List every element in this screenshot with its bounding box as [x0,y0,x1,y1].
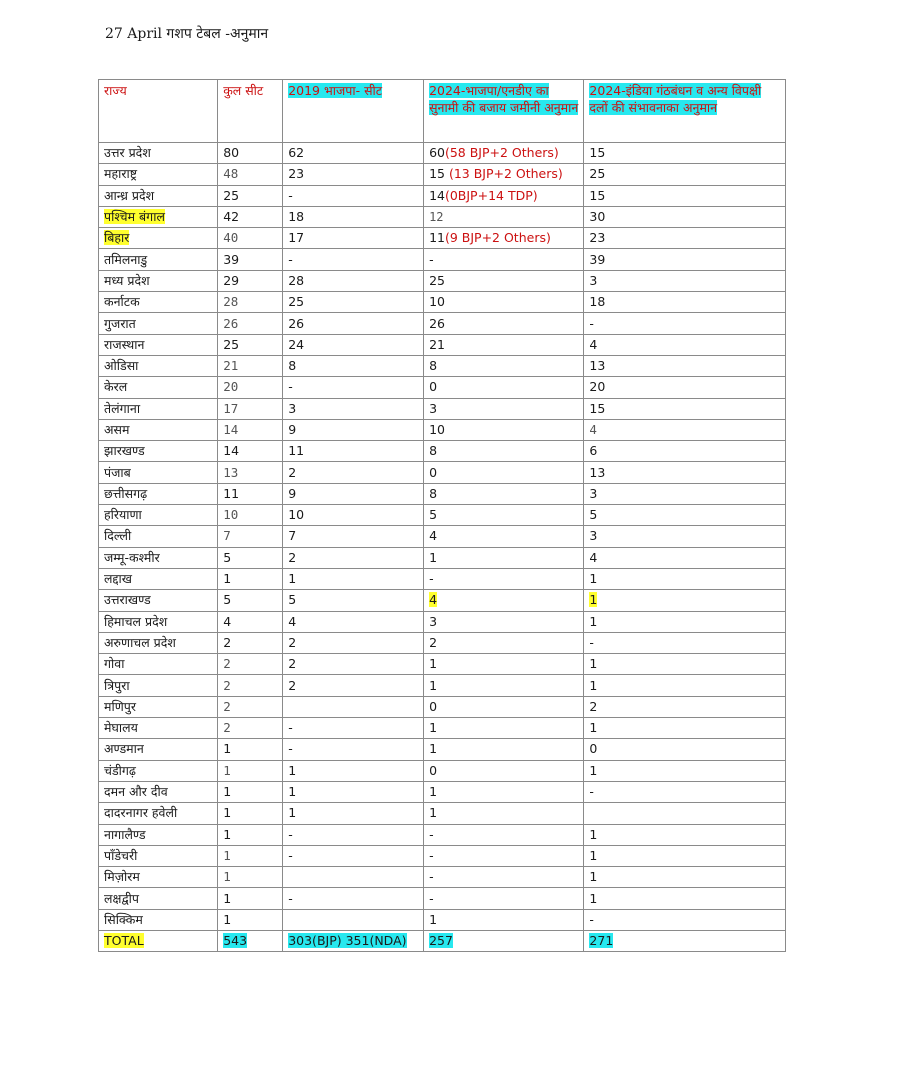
seat-projection-table [98,79,786,952]
total-seats-cell: 10 [218,505,283,526]
state-cell: छत्तीसगढ़ [99,483,218,504]
india-2024-cell: 1 [584,718,786,739]
total-seats-cell: 1 [218,824,283,845]
state-cell: असम [99,419,218,440]
table-row [99,419,786,440]
bjp-2024-cell: 26 [424,313,584,334]
total-seats-cell: 48 [218,164,283,185]
bjp-2024-cell: 1 [424,803,584,824]
bjp-2019-cell [283,696,424,717]
bjp-2024-cell: - [424,845,584,866]
table-row [99,185,786,206]
table-row [99,888,786,909]
total-seats-cell: 11 [218,483,283,504]
state-cell: कर्नाटक [99,292,218,313]
state-cell: बिहार [99,228,218,249]
state-cell: गोवा [99,654,218,675]
bjp-2024-cell: 0 [424,760,584,781]
header-total-seats: कुल सीट [218,80,283,143]
bjp-2019-cell: 1 [283,760,424,781]
india-2024-cell: 3 [584,483,786,504]
bjp-2024-cell: 8 [424,441,584,462]
total-bjp-2019: 303(BJP) 351(NDA) [283,930,424,951]
bjp-2024-note: (58 BJP+2 Others) [444,145,559,161]
state-cell: दादरनागर हवेली [99,803,218,824]
bjp-2024-cell: - [424,824,584,845]
bjp-2024-cell: 12 [424,206,584,227]
india-2024-cell: - [584,909,786,930]
bjp-2019-cell: 2 [283,632,424,653]
table-row [99,398,786,419]
state-cell: महाराष्ट्र [99,164,218,185]
state-cell: हिमाचल प्रदेश [99,611,218,632]
total-seats-cell: 80 [218,143,283,164]
india-2024-cell: 1 [584,654,786,675]
bjp-2019-cell: 7 [283,526,424,547]
table-row [99,164,786,185]
bjp-2024-note: (0BJP+14 TDP) [444,187,538,203]
total-seats-cell: 2 [218,718,283,739]
bjp-2024-cell: 1 [424,654,584,675]
india-2024-cell: 1 [584,845,786,866]
table-row [99,718,786,739]
state-cell: ओडिसा [99,355,218,376]
bjp-2024-cell: - [424,888,584,909]
state-cell: दिल्ली [99,526,218,547]
total-seats-cell: 5 [218,547,283,568]
bjp-2024-cell: 21 [424,334,584,355]
table-row [99,760,786,781]
total-seats-cell: 1 [218,781,283,802]
bjp-2019-cell: 17 [283,228,424,249]
state-cell: झारखण्ड [99,441,218,462]
bjp-2024-cell: - [424,867,584,888]
india-2024-cell: 1 [584,867,786,888]
table-row [99,781,786,802]
india-2024-cell: 3 [584,526,786,547]
india-2024-cell: 1 [584,675,786,696]
total-seats-cell: 20 [218,377,283,398]
bjp-2024-cell: 0 [424,462,584,483]
table-row [99,206,786,227]
bjp-2024-cell: 1 [424,718,584,739]
state-cell: दमन और दीव [99,781,218,802]
bjp-2019-cell: - [283,845,424,866]
bjp-2024-cell: 1 [424,909,584,930]
india-2024-cell: 5 [584,505,786,526]
total-seats-cell: 1 [218,867,283,888]
bjp-2024-cell: 25 [424,270,584,291]
bjp-2024-cell: 1 [424,739,584,760]
bjp-2019-cell: 25 [283,292,424,313]
state-cell: मणिपुर [99,696,218,717]
india-2024-cell: 4 [584,334,786,355]
total-seats-cell: 1 [218,909,283,930]
india-2024-cell: 1 [584,824,786,845]
state-cell: लक्षद्वीप [99,888,218,909]
table-row [99,590,786,611]
india-2024-cell: 30 [584,206,786,227]
bjp-2019-cell: 3 [283,398,424,419]
bjp-2019-cell: 1 [283,803,424,824]
bjp-2024-cell: 15 (13 BJP+2 Others) [424,164,584,185]
total-seats-cell: 40 [218,228,283,249]
bjp-2019-cell: 5 [283,590,424,611]
total-seats-cell: 14 [218,419,283,440]
bjp-2024-cell: 4 [424,526,584,547]
state-cell: तेलंगाना [99,398,218,419]
bjp-2019-cell: 23 [283,164,424,185]
bjp-2019-cell: 9 [283,483,424,504]
india-2024-cell: 1 [584,611,786,632]
india-2024-cell: 4 [584,547,786,568]
bjp-2024-note: (13 BJP+2 Others) [444,166,563,182]
table-row [99,824,786,845]
total-seats-cell: 21 [218,355,283,376]
india-2024-cell: 15 [584,185,786,206]
bjp-2019-cell: 8 [283,355,424,376]
state-cell: मिज़ोरम [99,867,218,888]
india-2024-cell: 1 [584,568,786,589]
table-row [99,270,786,291]
india-2024-cell: 39 [584,249,786,270]
state-cell: लद्दाख [99,568,218,589]
bjp-2024-cell: 1 [424,675,584,696]
bjp-2019-cell: 18 [283,206,424,227]
india-2024-cell: 15 [584,398,786,419]
table-row [99,228,786,249]
table-row [99,292,786,313]
bjp-2019-cell: 10 [283,505,424,526]
bjp-2024-cell: 3 [424,398,584,419]
bjp-2024-cell: - [424,249,584,270]
header-bjp-2019: 2019 भाजपा- सीट [283,80,424,143]
state-cell: केरल [99,377,218,398]
bjp-2019-cell: 2 [283,462,424,483]
state-cell: गुजरात [99,313,218,334]
table-row [99,696,786,717]
bjp-2019-cell: - [283,888,424,909]
table-row [99,909,786,930]
bjp-2019-cell [283,867,424,888]
bjp-2019-cell: - [283,739,424,760]
india-2024-cell: - [584,632,786,653]
total-seats-cell: 7 [218,526,283,547]
india-2024-cell: 18 [584,292,786,313]
bjp-2024-cell: 1 [424,781,584,802]
india-2024-cell: 1 [584,590,786,611]
table-row [99,441,786,462]
state-cell: उत्तराखण्ड [99,590,218,611]
total-row [99,930,786,951]
header-bjp-2024: 2024-भाजपा/एनडीए का सुनामी की बजाय जमीनी अनुमान [424,80,584,143]
bjp-2019-cell: - [283,718,424,739]
total-label: TOTAL [99,930,218,951]
table-row [99,675,786,696]
bjp-2024-cell: 8 [424,483,584,504]
bjp-2019-cell: 26 [283,313,424,334]
bjp-2024-cell: 14(0BJP+14 TDP) [424,185,584,206]
india-2024-cell: 1 [584,888,786,909]
table-body [99,143,786,931]
table-row [99,547,786,568]
state-cell: आन्ध्र प्रदेश [99,185,218,206]
total-seats-cell: 25 [218,185,283,206]
total-seats-cell: 14 [218,441,283,462]
state-cell: सिक्किम [99,909,218,930]
bjp-2019-cell: - [283,824,424,845]
total-seats-cell: 13 [218,462,283,483]
india-2024-cell: 25 [584,164,786,185]
bjp-2024-cell: 1 [424,547,584,568]
state-cell: अण्डमान [99,739,218,760]
india-2024-cell: - [584,781,786,802]
bjp-2024-cell: 5 [424,505,584,526]
total-bjp-2024: 257 [424,930,584,951]
total-india-2024: 271 [584,930,786,951]
table-row [99,803,786,824]
total-seats-cell: 26 [218,313,283,334]
state-cell: मध्य प्रदेश [99,270,218,291]
bjp-2019-cell: - [283,377,424,398]
bjp-2024-cell: 0 [424,696,584,717]
bjp-2024-cell: 10 [424,419,584,440]
table-row [99,654,786,675]
state-cell: पश्चिम बंगाल [99,206,218,227]
table-row [99,505,786,526]
bjp-2019-cell: 11 [283,441,424,462]
total-seats-cell: 39 [218,249,283,270]
total-seats-cell: 42 [218,206,283,227]
table-row [99,462,786,483]
bjp-2024-cell: 3 [424,611,584,632]
india-2024-cell: 2 [584,696,786,717]
state-cell: चंडीगढ़ [99,760,218,781]
india-2024-cell: 23 [584,228,786,249]
total-seats-cell: 28 [218,292,283,313]
bjp-2024-cell: 60(58 BJP+2 Others) [424,143,584,164]
india-2024-cell: - [584,313,786,334]
table-row [99,739,786,760]
table-row [99,632,786,653]
total-seats-cell: 1 [218,760,283,781]
bjp-2019-cell: 62 [283,143,424,164]
india-2024-cell: 20 [584,377,786,398]
state-cell: हरियाणा [99,505,218,526]
table-row [99,355,786,376]
total-seats-cell: 17 [218,398,283,419]
total-seats-cell: 25 [218,334,283,355]
total-seats-cell: 2 [218,632,283,653]
state-cell: पंजाब [99,462,218,483]
state-cell: नागालैण्ड [99,824,218,845]
bjp-2019-cell: - [283,249,424,270]
state-cell: अरुणाचल प्रदेश [99,632,218,653]
table-row [99,334,786,355]
bjp-2024-cell: 4 [424,590,584,611]
bjp-2024-cell: 11(9 BJP+2 Others) [424,228,584,249]
india-2024-cell: 15 [584,143,786,164]
header-india-2024: 2024-इंडिया गंठबंधन व अन्य विपक्षी दलों की संभावनाका अनुमान [584,80,786,143]
state-cell: मेघालय [99,718,218,739]
state-cell: पॉंडेचरी [99,845,218,866]
total-seats-cell: 1 [218,803,283,824]
total-seats-cell: 2 [218,675,283,696]
bjp-2019-cell: 2 [283,654,424,675]
table-row [99,611,786,632]
table-row [99,526,786,547]
india-2024-cell: 3 [584,270,786,291]
bjp-2024-cell: 8 [424,355,584,376]
bjp-2019-cell: 1 [283,781,424,802]
bjp-2024-cell: 0 [424,377,584,398]
table-row [99,143,786,164]
state-cell: तमिलनाडु [99,249,218,270]
total-seats-cell: 4 [218,611,283,632]
bjp-2019-cell: 2 [283,547,424,568]
total-seats-cell: 1 [218,739,283,760]
total-seats-cell: 1 [218,888,283,909]
bjp-2019-cell: 28 [283,270,424,291]
india-2024-cell: 1 [584,760,786,781]
india-2024-cell: 13 [584,355,786,376]
table-row [99,568,786,589]
total-seats-cell: 29 [218,270,283,291]
bjp-2019-cell: 2 [283,675,424,696]
table-row [99,313,786,334]
total-seats-sum: 543 [218,930,283,951]
bjp-2019-cell: 1 [283,568,424,589]
bjp-2019-cell [283,909,424,930]
total-seats-cell: 2 [218,696,283,717]
bjp-2024-cell: 2 [424,632,584,653]
bjp-2024-cell: - [424,568,584,589]
india-2024-cell: 4 [584,419,786,440]
bjp-2019-cell: 24 [283,334,424,355]
india-2024-cell [584,803,786,824]
state-cell: जम्मू-कश्मीर [99,547,218,568]
table-row [99,377,786,398]
total-seats-cell: 2 [218,654,283,675]
table-row [99,845,786,866]
table-row [99,867,786,888]
india-2024-cell: 0 [584,739,786,760]
india-2024-cell: 13 [584,462,786,483]
total-seats-cell: 1 [218,845,283,866]
state-cell: उत्तर प्रदेश [99,143,218,164]
header-state: राज्य [99,80,218,143]
state-cell: राजस्थान [99,334,218,355]
page-title: 27 April गशप टेबल -अनुमान [105,26,269,42]
bjp-2019-cell: 4 [283,611,424,632]
india-2024-cell: 6 [584,441,786,462]
header-row [99,80,786,143]
state-cell: त्रिपुरा [99,675,218,696]
total-seats-cell: 1 [218,568,283,589]
bjp-2024-note: (9 BJP+2 Others) [444,230,551,246]
bjp-2019-cell: 9 [283,419,424,440]
total-seats-cell: 5 [218,590,283,611]
table-row [99,483,786,504]
bjp-2024-cell: 10 [424,292,584,313]
table-row [99,249,786,270]
bjp-2019-cell: - [283,185,424,206]
